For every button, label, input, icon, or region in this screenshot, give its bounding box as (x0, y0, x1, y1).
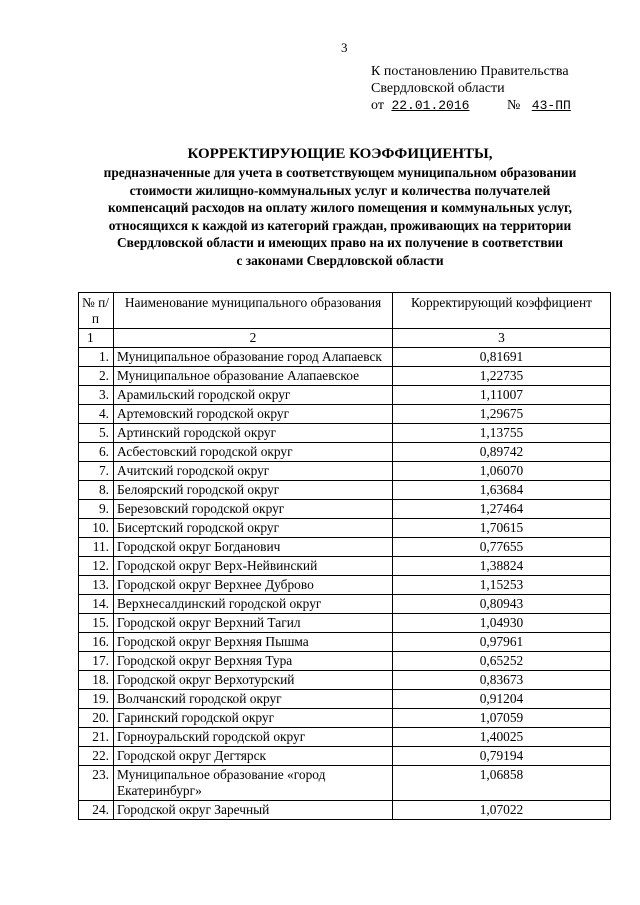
row-number: 18. (79, 671, 114, 690)
row-number: 5. (79, 424, 114, 443)
row-name: Гаринский городской округ (114, 709, 393, 728)
row-name: Белоярский городской округ (114, 481, 393, 500)
decree-number-label: № (506, 98, 521, 113)
row-number: 19. (79, 690, 114, 709)
table-row (79, 481, 611, 500)
row-name: Ачитский городской округ (114, 462, 393, 481)
decree-line-1: К постановлению Правительства (371, 64, 569, 79)
table-row (79, 519, 611, 538)
row-coefficient: 1,40025 (393, 728, 611, 747)
row-coefficient: 1,27464 (393, 500, 611, 519)
row-coefficient: 1,38824 (393, 557, 611, 576)
row-number: 17. (79, 652, 114, 671)
row-name: Городской округ Верх-Нейвинский (114, 557, 393, 576)
row-name: Горноуральский городской округ (114, 728, 393, 747)
row-coefficient: 1,13755 (393, 424, 611, 443)
heading-line: с законами Свердловской области (236, 252, 444, 268)
page-number: 3 (341, 40, 348, 55)
row-name: Бисертский городской округ (114, 519, 393, 538)
table-header-row (79, 293, 611, 329)
header-num: № п/п (79, 293, 114, 329)
header-coefficient: Корректирующий коэффициент (393, 293, 611, 329)
row-coefficient: 0,89742 (393, 443, 611, 462)
table-row (79, 557, 611, 576)
heading-line: относящихся к каждой из категорий граждан, проживающих на территории (108, 217, 572, 233)
row-number: 8. (79, 481, 114, 500)
column-index-row (79, 329, 611, 348)
table-row (79, 348, 611, 367)
row-name: Волчанский городской округ (114, 690, 393, 709)
row-number: 22. (79, 747, 114, 766)
row-coefficient: 1,07022 (393, 801, 611, 820)
row-number: 2. (79, 367, 114, 386)
table-row (79, 747, 611, 766)
table-row (79, 424, 611, 443)
row-number: 24. (79, 801, 114, 820)
heading-line: Свердловской области и имеющих право на их получение в соответствии (116, 235, 564, 250)
row-number: 13. (79, 576, 114, 595)
row-name: Муниципальное образование Алапаевское (114, 367, 393, 386)
row-number: 12. (79, 557, 114, 576)
table-row (79, 633, 611, 652)
row-number: 9. (79, 500, 114, 519)
table-row (79, 801, 611, 820)
index-cell: 2 (114, 329, 393, 348)
decree-reference (371, 63, 588, 114)
row-coefficient: 0,97961 (393, 633, 611, 652)
row-name: Асбестовский городской округ (114, 443, 393, 462)
row-number: 6. (79, 443, 114, 462)
row-name: Городской округ Дегтярск (114, 747, 393, 766)
row-name: Березовский городской округ (114, 500, 393, 519)
header-name: Наименование муниципального образования (114, 293, 393, 329)
row-name: Городской округ Верхняя Пышма (114, 633, 393, 652)
row-coefficient: 1,29675 (393, 405, 611, 424)
row-coefficient: 1,22735 (393, 367, 611, 386)
table-row (79, 538, 611, 557)
row-number: 4. (79, 405, 114, 424)
coefficients-table (78, 292, 611, 820)
row-name: Городской округ Заречный (114, 801, 393, 820)
document-title: КОРРЕКТИРУЮЩИЕ КОЭФФИЦИЕНТЫ, (187, 146, 493, 162)
row-coefficient: 0,77655 (393, 538, 611, 557)
index-cell: 3 (393, 329, 611, 348)
row-name: Верхнесалдинский городской округ (114, 595, 393, 614)
row-coefficient: 0,80943 (393, 595, 611, 614)
row-name: Городской округ Верхотурский (114, 671, 393, 690)
table-row (79, 462, 611, 481)
row-name: Городской округ Верхняя Тура (114, 652, 393, 671)
row-coefficient: 0,83673 (393, 671, 611, 690)
row-coefficient: 0,81691 (393, 348, 611, 367)
row-number: 20. (79, 709, 114, 728)
row-coefficient: 1,11007 (393, 386, 611, 405)
table-row (79, 766, 611, 801)
row-coefficient: 0,79194 (393, 747, 611, 766)
row-number: 16. (79, 633, 114, 652)
table-row (79, 367, 611, 386)
row-number: 10. (79, 519, 114, 538)
row-coefficient: 1,63684 (393, 481, 611, 500)
row-coefficient: 0,65252 (393, 652, 611, 671)
decree-line-2: Свердловской области (371, 81, 505, 96)
table-row (79, 405, 611, 424)
row-name: Городской округ Верхнее Дуброво (114, 576, 393, 595)
row-coefficient: 1,06858 (393, 766, 611, 801)
row-name: Городской округ Богданович (114, 538, 393, 557)
row-name: Арамильский городской округ (114, 386, 393, 405)
table-row (79, 614, 611, 633)
index-cell: 1 (79, 329, 114, 348)
row-coefficient: 1,07059 (393, 709, 611, 728)
row-coefficient: 1,70615 (393, 519, 611, 538)
row-name: Муниципальное образование «город Екатеринбург» (114, 766, 393, 801)
table-row (79, 709, 611, 728)
row-coefficient: 1,06070 (393, 462, 611, 481)
heading-line: компенсаций расходов на оплату жилого помещения и коммунальных услуг, (108, 200, 572, 215)
row-number: 7. (79, 462, 114, 481)
row-name: Артемовский городской округ (114, 405, 393, 424)
table-row (79, 386, 611, 405)
row-number: 21. (79, 728, 114, 747)
row-number: 15. (79, 614, 114, 633)
heading-line: предназначенные для учета в соответствующем муниципальном образовании (103, 165, 577, 180)
document-heading (60, 145, 620, 269)
row-number: 11. (79, 538, 114, 557)
table-row (79, 443, 611, 462)
row-name: Муниципальное образование город Алапаевск (114, 348, 393, 367)
table-row (79, 576, 611, 595)
table-row (79, 728, 611, 747)
table-row (79, 652, 611, 671)
row-number: 23. (79, 766, 114, 801)
row-name: Артинский городской округ (114, 424, 393, 443)
row-name: Городской округ Верхний Тагил (114, 614, 393, 633)
decree-number: 43-ПП (531, 98, 571, 113)
row-coefficient: 1,15253 (393, 576, 611, 595)
decree-date: 22.01.2016 (391, 98, 470, 113)
table-row (79, 500, 611, 519)
row-coefficient: 1,04930 (393, 614, 611, 633)
heading-line: стоимости жилищно-коммунальных услуг и количества получателей (129, 182, 551, 198)
table-row (79, 671, 611, 690)
table-row (79, 690, 611, 709)
decree-from-label: от (371, 98, 384, 113)
row-number: 14. (79, 595, 114, 614)
row-number: 1. (79, 348, 114, 367)
row-coefficient: 0,91204 (393, 690, 611, 709)
table-row (79, 595, 611, 614)
decree-date-line (371, 97, 588, 114)
row-number: 3. (79, 386, 114, 405)
